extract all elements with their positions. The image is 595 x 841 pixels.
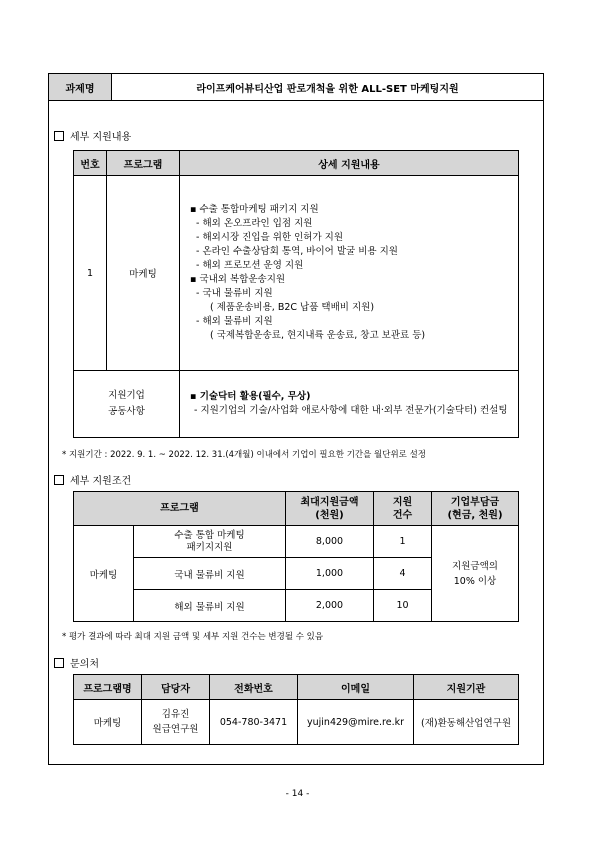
detail-line: ( 국제복합운송료, 현지내륙 운송료, 창고 보관료 등) [210,330,426,341]
table-row [74,176,519,371]
table-header-row [74,492,519,526]
header-line: (현금, 천원) [447,509,503,521]
support-period-note: * 지원기간 : 2022. 9. 1. ~ 2022. 12. 31.(4개월) 이내에서 기업이 필요한 기간을 월단위로 설정 [62,450,427,460]
project-title-table [48,73,544,101]
amount-cell: 8,000 [286,526,374,558]
support-conditions-table [73,491,519,622]
detail-line: ▪ 기술닥터 활용(필수, 무상) [190,391,311,402]
contact-person [142,700,210,745]
detail-line: ( 제품운송비용, B2C 납품 택배비 지원) [210,302,375,313]
detail-line: - 해외 프로모션 운영 지원 [196,260,304,271]
common-program-line: 공동사항 [108,406,145,417]
row-details [180,176,519,371]
program-name-cell: 국내 물류비 지원 [134,558,286,590]
header-program: 프로그램 [74,492,286,526]
header-agency: 지원기관 [414,675,519,700]
burden-line: 10% 이상 [453,575,497,587]
section-heading-text: 세부 지원조건 [70,476,132,487]
table-row [74,371,519,438]
section-support-conditions-heading [54,472,131,487]
program-name-cell [134,526,286,558]
support-details-table [73,150,519,438]
section-contact-heading [54,655,99,670]
row-common-details [180,371,519,438]
header-max-amount [286,492,374,526]
row-program: 마케팅 [107,176,180,371]
checkbox-square-icon [54,658,64,668]
amount-cell: 1,000 [286,558,374,590]
contact-phone: 054-780-3471 [210,700,298,745]
contact-program: 마케팅 [74,700,142,745]
header-line: 최대지원금액 [300,496,359,508]
detail-line: - 지원기업의 기술/사업화 애로사항에 대한 내·외부 전문가(기술닥터) 컨설팅 [194,405,508,416]
count-cell: 10 [374,590,432,622]
header-email: 이메일 [298,675,414,700]
contact-table [73,674,519,745]
table-row [74,700,519,745]
header-line: 지원 [392,496,413,508]
section-heading-text: 문의처 [70,659,99,670]
checkbox-square-icon [54,475,64,485]
burden-cell [432,526,519,622]
program-name-line: 패키지지원 [186,541,233,553]
detail-line: ▪ 국내외 복합운송지원 [190,274,286,285]
header-program-name: 프로그램명 [74,675,142,700]
detail-line: - 해외시장 진입을 위한 인허가 지원 [196,232,344,243]
header-count [374,492,432,526]
row-common-program [74,371,180,438]
checkbox-square-icon [54,131,64,141]
header-line: (천원) [315,509,344,521]
detail-line: - 해외 물류비 지원 [196,316,273,327]
header-phone: 전화번호 [210,675,298,700]
category-cell: 마케팅 [74,526,134,622]
contact-agency: (재)환동해산업연구원 [414,700,519,745]
header-details: 상세 지원내용 [180,151,519,176]
count-cell: 4 [374,558,432,590]
contact-email[interactable]: yujin429@mire.re.kr [298,700,414,745]
program-name-cell: 해외 물류비 지원 [134,590,286,622]
program-name-line: 수출 통합 마케팅 [174,529,245,541]
detail-line: - 온라인 수출상담회 통역, 바이어 발굴 비용 지원 [196,246,398,257]
contact-person-name: 김유진 [161,709,190,720]
header-line: 건수 [392,509,413,521]
detail-line: - 국내 물류비 지원 [196,288,273,299]
header-contact-person: 담당자 [142,675,210,700]
header-program: 프로그램 [107,151,180,176]
burden-line: 지원금액의 [452,560,498,572]
evaluation-note: * 평가 결과에 따라 최대 지원 금액 및 세부 지원 건수는 변경될 수 있음 [62,632,324,642]
amount-cell: 2,000 [286,590,374,622]
table-row [74,526,519,558]
header-number: 번호 [74,151,107,176]
page-number: - 14 - [285,789,310,799]
detail-line: - 해외 온오프라인 입점 지원 [196,218,313,229]
section-support-details-heading [54,128,131,143]
common-program-line: 지원기업 [108,390,145,401]
project-title-label: 과제명 [49,74,112,101]
row-number: 1 [74,176,107,371]
section-heading-text: 세부 지원내용 [70,132,132,143]
count-cell: 1 [374,526,432,558]
header-line: 기업부담금 [450,496,500,508]
project-title-value: 라이프케어뷰티산업 판로개척을 위한 ALL-SET 마케팅지원 [112,74,544,101]
table-header-row [74,675,519,700]
detail-line: ▪ 수출 통합마케팅 패키지 지원 [190,204,319,215]
header-burden [432,492,519,526]
table-header-row [74,151,519,176]
contact-person-title: 원급연구원 [152,724,199,735]
